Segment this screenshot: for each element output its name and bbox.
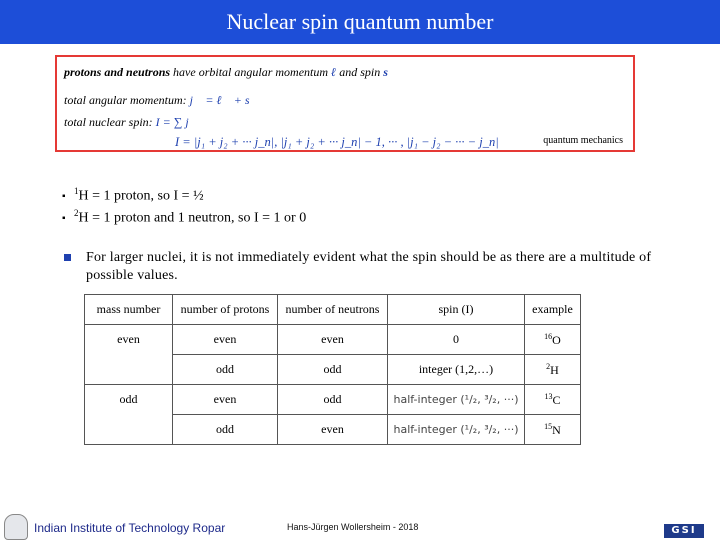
table-cell: even (278, 325, 388, 355)
table-cell: integer (1,2,…) (388, 355, 525, 385)
square-bullet-icon (64, 254, 71, 261)
table-cell: odd (278, 385, 388, 415)
table-row (85, 325, 581, 355)
table-cell: odd (278, 355, 388, 385)
bullet-icon: ▪ (62, 212, 66, 224)
angular-momentum-equation: j⃗ = ℓ⃗ + s⃗ (189, 93, 259, 107)
formula-line-2: total angular momentum: j⃗ = ℓ⃗ + s⃗ (64, 93, 259, 107)
table-cell (85, 415, 173, 445)
author-credit: Hans-Jürgen Wollersheim - 2018 (287, 522, 419, 532)
table-cell: even (85, 325, 173, 355)
institute-logo-icon (4, 514, 28, 540)
formula-line-3: total nuclear spin: I = ∑ j (64, 115, 189, 129)
table-header: mass number (85, 295, 173, 325)
footer (0, 508, 720, 540)
table-row (85, 385, 581, 415)
table-cell: $^2$H (525, 355, 581, 385)
table-cell: odd (85, 385, 173, 415)
formula-box (55, 55, 635, 152)
table-cell: $^{15}$N (525, 415, 581, 445)
spin-range-equation: I = |j₁ + j₂ + ··· j_n|, |j₁ + j₂ + ··· j_n| − 1, ··· , |j₁ − j₂ − ··· − j_n| (175, 135, 499, 149)
slide-title: Nuclear spin quantum number (226, 9, 494, 34)
table-cell: $^{16}$O (525, 325, 581, 355)
table-cell: odd (173, 355, 278, 385)
table-header: spin (I) (388, 295, 525, 325)
table-cell: odd (173, 415, 278, 445)
table-header: number of protons (173, 295, 278, 325)
table-cell: $^{13}$C (525, 385, 581, 415)
table-cell: 0 (388, 325, 525, 355)
title-bar (0, 0, 720, 44)
table-header: example (525, 295, 581, 325)
bullet-icon: ▪ (62, 190, 66, 202)
larger-nuclei-paragraph: For larger nuclei, it is not immediately evident what the spin should be as there are a multitude of possible values. (64, 249, 664, 285)
table-header: number of neutrons (278, 295, 388, 325)
institute-name: Indian Institute of Technology Ropar (34, 521, 226, 535)
spin-table (84, 294, 581, 445)
table-cell: even (173, 325, 278, 355)
table-cell: even (278, 415, 388, 445)
gsi-logo-icon: GSI (664, 524, 704, 538)
quantum-mechanics-note: quantum mechanics (543, 135, 623, 146)
table-row (85, 355, 581, 385)
formula-bold-text: protons and neutrons (64, 65, 171, 79)
table-cell: half-integer (¹/₂, ³/₂, ···) (388, 385, 525, 415)
table-cell (85, 355, 173, 385)
table-cell: half-integer (¹/₂, ³/₂, ···) (388, 415, 525, 445)
table-cell: even (173, 385, 278, 415)
bullet-hydrogen-1: ▪ $^1$H = 1 proton, so I = ½ (62, 186, 204, 204)
formula-line-1: protons and neutrons have orbital angular momentum ℓ and spin s (64, 65, 388, 79)
table-header-row (85, 295, 581, 325)
nuclear-spin-equation: I = ∑ j (155, 115, 189, 129)
table-row (85, 415, 581, 445)
bullet-hydrogen-2: ▪ $^2$H = 1 proton and 1 neutron, so I = 1 or 0 (62, 208, 307, 226)
